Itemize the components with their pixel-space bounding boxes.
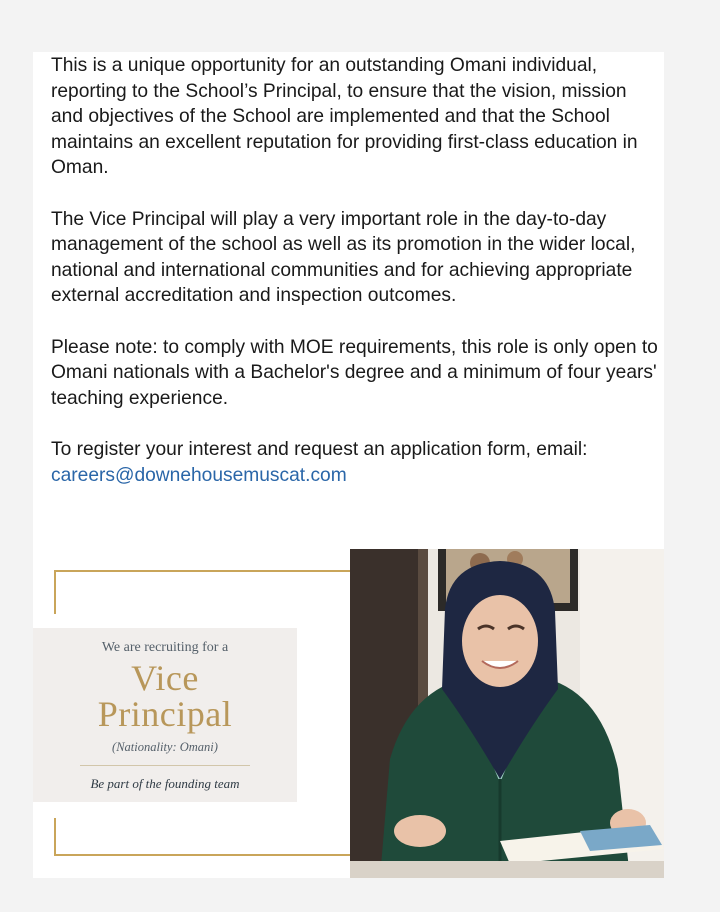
job-title-line2: Principal — [97, 694, 233, 734]
paragraph-register — [51, 437, 661, 488]
paragraph-opportunity: This is a unique opportunity for an outstanding Omani individual, reporting to the School’s Principal, to ensure that the vision, mission and objectives of the School are implemented and that the School maintains an excellent reputation for providing first-class education in Oman. — [51, 55, 638, 179]
paragraph-requirements: Please note: to comply with MOE requirements, this role is only open to Omani nationals with a Bachelor's degree and a minimum of four years' teaching experience. — [51, 336, 658, 409]
divider — [80, 765, 250, 766]
paragraph-role: The Vice Principal will play a very important role in the day-to-day management of the school as well as its promotion in the wider local, national and international communities and for achieving appropriate external accreditation and inspection outcomes. — [51, 208, 636, 307]
post-body — [51, 53, 661, 514]
nationality-note: (Nationality: Omani) — [112, 740, 218, 754]
recruit-lead: We are recruiting for a — [101, 640, 229, 655]
register-text: To register your interest and request an application form, email: — [51, 438, 588, 460]
student-photo — [350, 549, 664, 878]
recruitment-panel — [33, 628, 297, 802]
email-link[interactable]: careers@downehousemuscat.com — [51, 464, 347, 486]
tagline: Be part of the founding team — [90, 776, 240, 791]
job-title-line1: Vice — [131, 658, 199, 698]
